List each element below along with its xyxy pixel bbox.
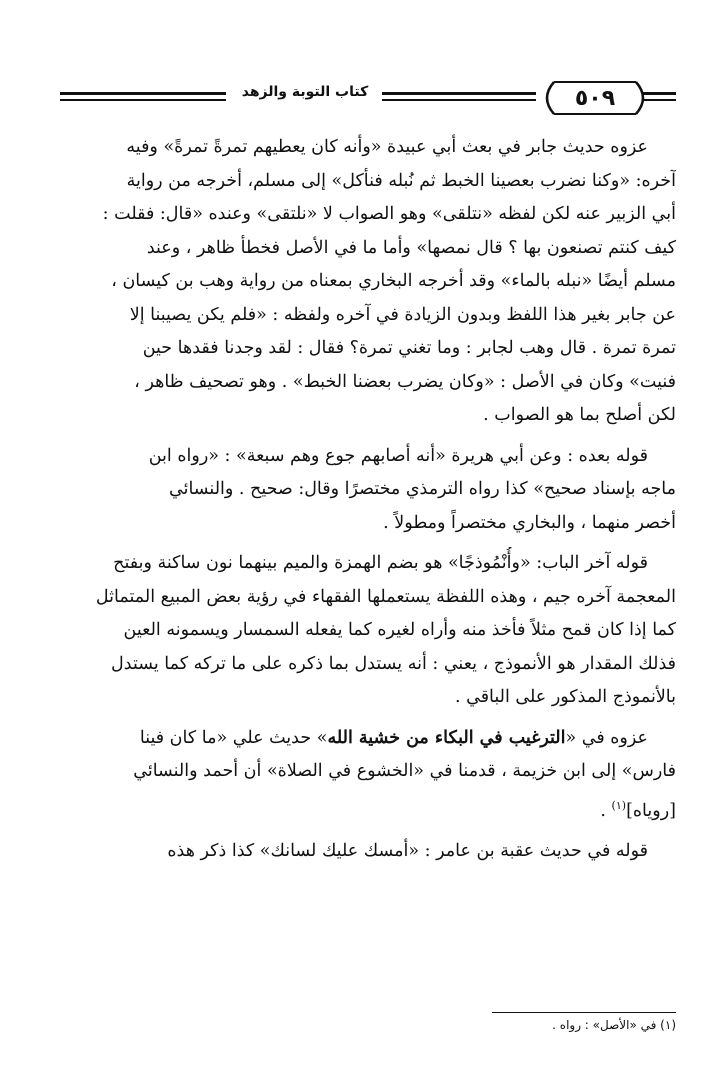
text-line: آخره: «وكنا نضرب بعصينا الخبط ثم نُبله فنأكل» إلى مسلم، أخرجه من رواية [126,170,676,191]
footnote-divider [492,1012,676,1013]
text-run: عزوه في « [565,727,648,748]
text-line: تمرة تمرة . قال وهب لجابر : وما تغني تمرة؟ فقال : لقد وجدنا فقدها حين [142,338,676,358]
page-number: ٥٠٩ [574,85,616,111]
text-line: المعجمة آخره جيم ، وهذه اللفظة يستعملها الفقهاء في رؤية بعض المبيع المتماثل [95,586,676,607]
text-line: قوله في حديث عقبة بن عامر : «أمسك عليك لسانك» كذا ذكر هذه [167,840,648,861]
text-line: فذلك المقدار هو الأنموذج ، يعني : أنه يستدل بما ذكره على ما تركه كما يستدل [111,653,676,674]
book-title: كتاب التوبة والزهد [241,84,369,100]
text-line: فنيت» وكان في الأصل : «وكان يضرب بعضنا الخبط» . وهو تصحيف ظاهر ، [134,371,676,392]
text-line: قوله آخر الباب: «وأُنْمُوذجًا» هو بضم الهمزة والميم بينهما نون ساكنة وبفتح [113,553,648,573]
paragraph-targhib [64,722,676,828]
footnote-marker[interactable]: (١) [611,798,627,812]
paragraph-uqba [64,835,676,869]
text-line [64,789,676,828]
book-reference-title: الترغيب في البكاء من خشية الله [327,727,566,748]
text-line: أبي الزبير عنه لكن لفظه «نتلقى» وهو الصواب لا «نلتقى» وعنده «قال: فقلت : [102,204,676,224]
footnote: (١) في «الأصل» : رواه . [552,1018,676,1032]
paragraph-jabir [64,131,676,433]
text-line: ماجه بإسناد صحيح» كذا رواه الترمذي مختصرًا وقال: صحيح . والنسائي [169,479,676,499]
text-line [64,722,676,756]
main-text [64,131,676,875]
text-line: عزوه حديث جابر في بعث أبي عبيدة «وأنه كان يعطيهم تمرةً تمرةً» وفيه [126,137,648,157]
text-line: أخصر منهما ، والبخاري مختصراً ومطولاً . [383,512,676,533]
header-rule-middle-bottom [382,99,536,101]
text-line: لكن أصلح بما هو الصواب . [483,405,676,425]
header-rule-middle-top [382,92,536,95]
header-rule-left-top [60,92,226,95]
text-run: [روياه] [626,800,676,821]
page-number-frame [540,78,650,118]
text-line: بالأنموذج المذكور على الباقي . [454,687,676,707]
text-line: قوله بعده : وعن أبي هريرة «أنه أصابهم جوع وهم سبعة» : «رواه ابن [148,445,648,466]
paragraph-abu-hurayra [64,440,676,541]
text-line: فارس» إلى ابن خزيمة ، قدمنا في «الخشوع في الصلاة» أن أحمد والنسائي [133,761,676,781]
text-run: » حديث علي «ما كان فينا [139,727,328,748]
header-rule-left-bottom [60,99,226,101]
paragraph-unmudhaj [64,547,676,715]
text-line: مسلم أيضًا «نبله بالماء» وقد أخرجه البخاري بمعناه من رواية وهب بن كيسان ، [111,271,676,291]
text-line: كما إذا كان قمح مثلاً فأخذ منه وأراه لغيره كما يفعله السمسار ويسمونه العين [123,620,676,640]
text-run: . [600,800,612,821]
page-header [60,72,676,122]
text-line: عن جابر بغير هذا اللفظ وبدون الزيادة في آخره ولفظه : «فلم يكن يصيبنا إلا [129,304,676,325]
text-line: كيف كنتم تصنعون بها ؟ قال نمصها» وأما ما في الأصل فخطأ ظاهر ، وعند [146,237,676,258]
